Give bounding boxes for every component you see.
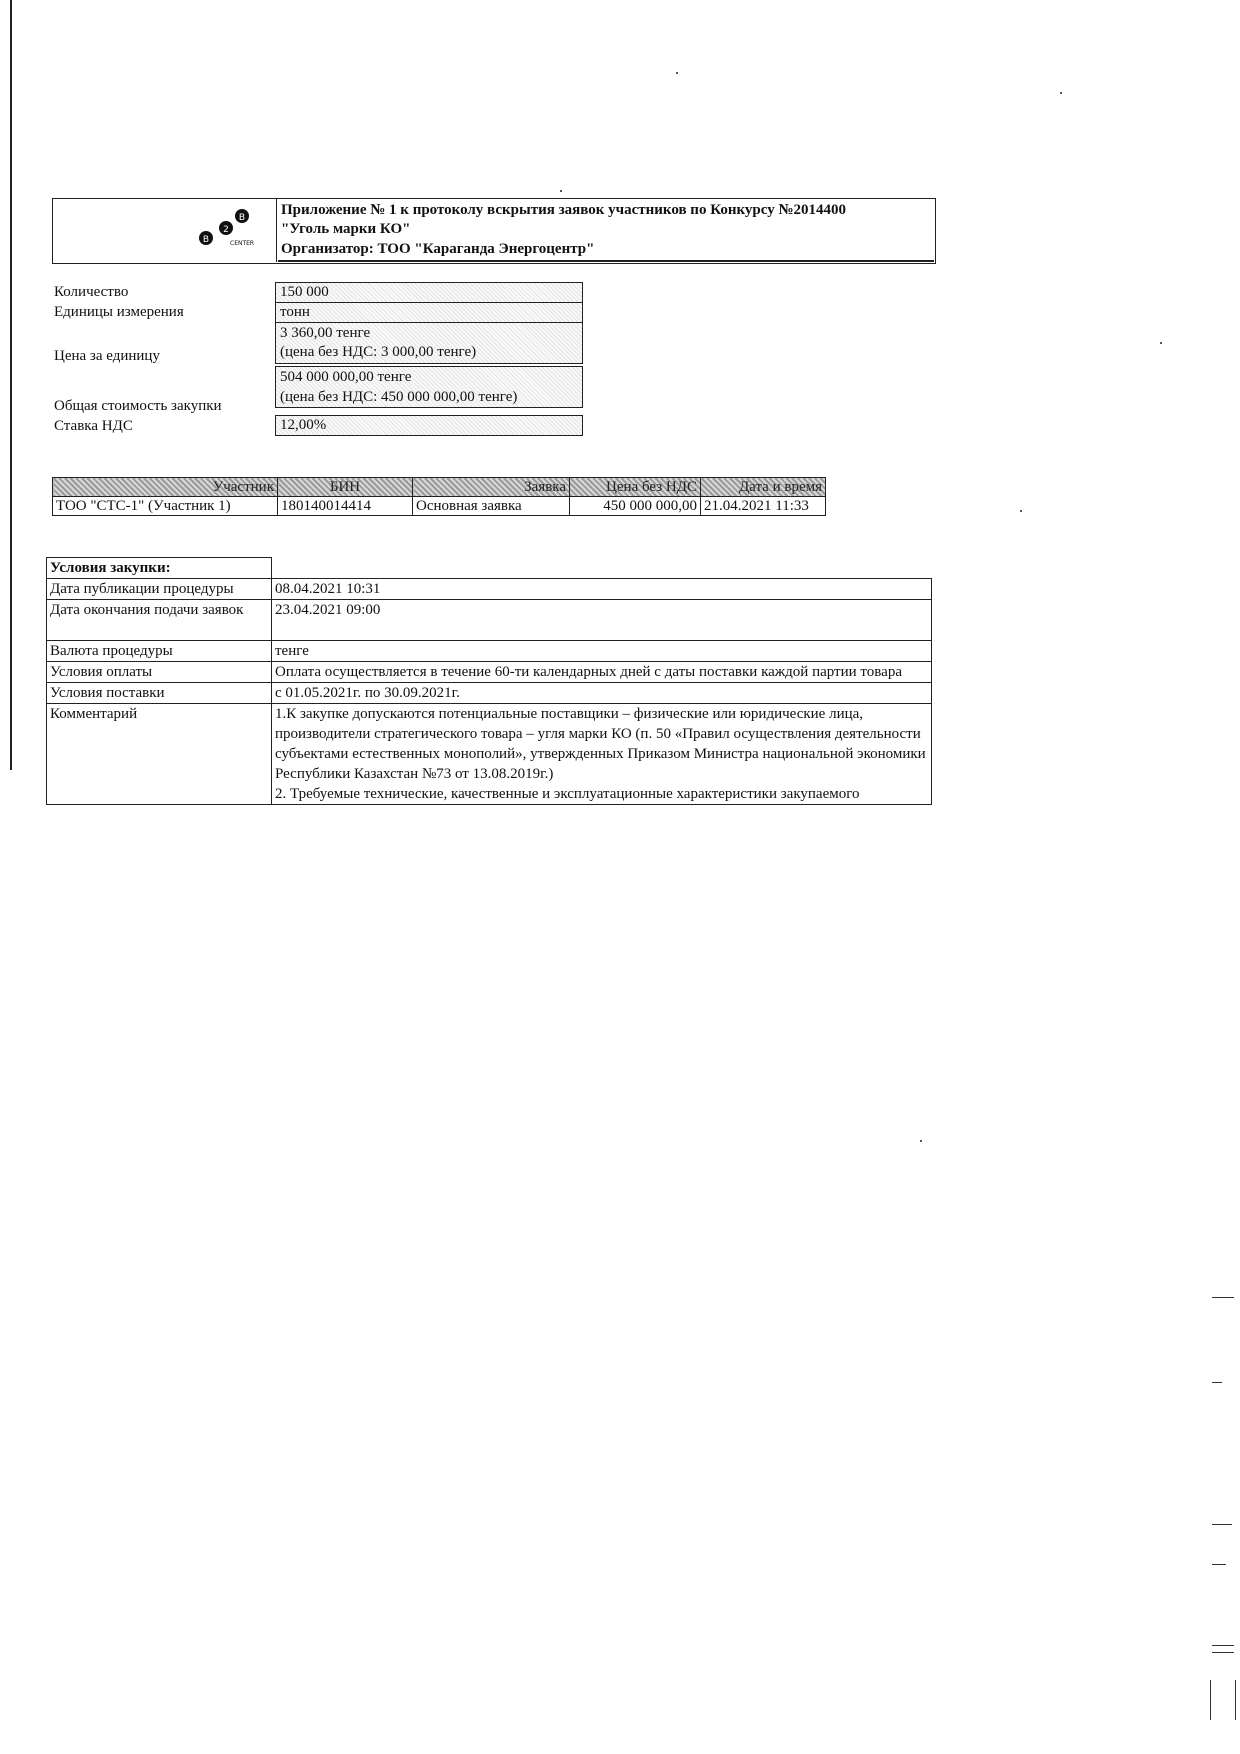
- col-bin: БИН: [278, 478, 413, 497]
- scan-speck: [560, 190, 562, 192]
- header-organizer: Организатор: ТОО "Караганда Энергоцентр": [281, 241, 595, 257]
- scan-margin-mark: [1212, 1524, 1232, 1525]
- participant-bin: 180140014414: [278, 497, 413, 516]
- price-value: 3 360,00 тенге: [280, 325, 371, 341]
- table-row: [47, 579, 932, 600]
- table-row: [47, 641, 932, 662]
- condition-value: 23.04.2021 09:00: [272, 600, 932, 641]
- table-row: [47, 683, 932, 704]
- total-value: 504 000 000,00 тенге: [280, 369, 412, 385]
- total-label: Общая стоимость закупки: [54, 398, 222, 414]
- conditions-title-spacer: [272, 558, 932, 579]
- conditions-table: [46, 557, 932, 805]
- quantity-value: 150 000: [280, 284, 329, 300]
- scan-margin-mark: [1212, 1645, 1234, 1646]
- condition-value: Оплата осуществляется в течение 60-ти календарных дней с даты поставки каждой партии товара: [272, 662, 932, 683]
- table-row: [47, 600, 932, 641]
- condition-key: Комментарий: [47, 704, 272, 805]
- header-title-line2: "Уголь марки КО": [281, 221, 411, 237]
- unit-label: Единицы измерения: [54, 304, 184, 320]
- condition-key: Условия оплаты: [47, 662, 272, 683]
- col-participant: Участник: [53, 478, 278, 497]
- condition-key: Дата публикации процедуры: [47, 579, 272, 600]
- table-row: [47, 662, 932, 683]
- price-novat: (цена без НДС: 3 000,00 тенге): [280, 344, 477, 360]
- table-row: [53, 497, 826, 516]
- condition-value-continued: 2. Требуемые технические, качественные и эксплуатационные характеристики закупаемого: [272, 784, 932, 805]
- participants-header-row: [53, 478, 826, 497]
- unit-value-box: [275, 302, 583, 323]
- condition-key: Дата окончания подачи заявок: [47, 600, 272, 641]
- scan-speck: [676, 72, 678, 74]
- scan-speck: [1020, 510, 1022, 512]
- total-novat: (цена без НДС: 450 000 000,00 тенге): [280, 389, 518, 405]
- participants-table: [52, 477, 826, 516]
- col-application: Заявка: [413, 478, 570, 497]
- condition-key: Условия поставки: [47, 683, 272, 704]
- participant-name: ТОО "СТС-1" (Участник 1): [53, 497, 278, 516]
- condition-value: 08.04.2021 10:31: [272, 579, 932, 600]
- scan-margin-mark: [1212, 1297, 1234, 1298]
- conditions-title: Условия закупки:: [47, 558, 272, 579]
- conditions-title-row: [47, 558, 932, 579]
- scan-speck: [1060, 92, 1062, 94]
- condition-value: с 01.05.2021г. по 30.09.2021г.: [272, 683, 932, 704]
- scan-margin-mark: [1210, 1680, 1236, 1720]
- svg-text:B: B: [202, 235, 210, 245]
- condition-key: Валюта процедуры: [47, 641, 272, 662]
- scan-speck: [1160, 342, 1162, 344]
- svg-text:2: 2: [223, 225, 229, 235]
- participant-datetime: 21.04.2021 11:33: [701, 497, 826, 516]
- header-title-line1: Приложение № 1 к протоколу вскрытия заявок участников по Конкурсу №2014400: [281, 202, 847, 218]
- svg-text:B: B: [238, 213, 246, 223]
- scan-margin-mark: [1212, 1382, 1222, 1383]
- unit-value: тонн: [280, 304, 310, 320]
- scan-edge-line: [10, 0, 12, 770]
- condition-value: тенге: [272, 641, 932, 662]
- vat-label: Ставка НДС: [54, 418, 133, 434]
- participant-application: Основная заявка: [413, 497, 570, 516]
- header-divider: [276, 198, 277, 262]
- participant-price: 450 000 000,00: [570, 497, 701, 516]
- table-row: [47, 704, 932, 785]
- col-datetime: Дата и время: [701, 478, 826, 497]
- vat-value: 12,00%: [280, 417, 327, 433]
- scan-margin-mark: [1212, 1564, 1226, 1565]
- condition-value: 1.К закупке допускаются потенциальные поставщики – физические или юридические лица, производители стратегического товара – угля марки КО (п. 50 «Правил осуществления деятельности субъектами естественных монополий», утвержденных Приказом Министра национальной экономики Республики Казахстан №73 от 13.08.2019г.): [272, 704, 932, 785]
- header-rule: [278, 260, 934, 262]
- organizer-logo: [196, 208, 256, 252]
- col-price-novat: Цена без НДС: [570, 478, 701, 497]
- quantity-label: Количество: [54, 284, 129, 300]
- scan-speck: [920, 1140, 922, 1142]
- price-label: Цена за единицу: [54, 348, 160, 364]
- svg-text:CENTER: CENTER: [230, 240, 255, 247]
- scan-margin-mark: [1212, 1652, 1234, 1653]
